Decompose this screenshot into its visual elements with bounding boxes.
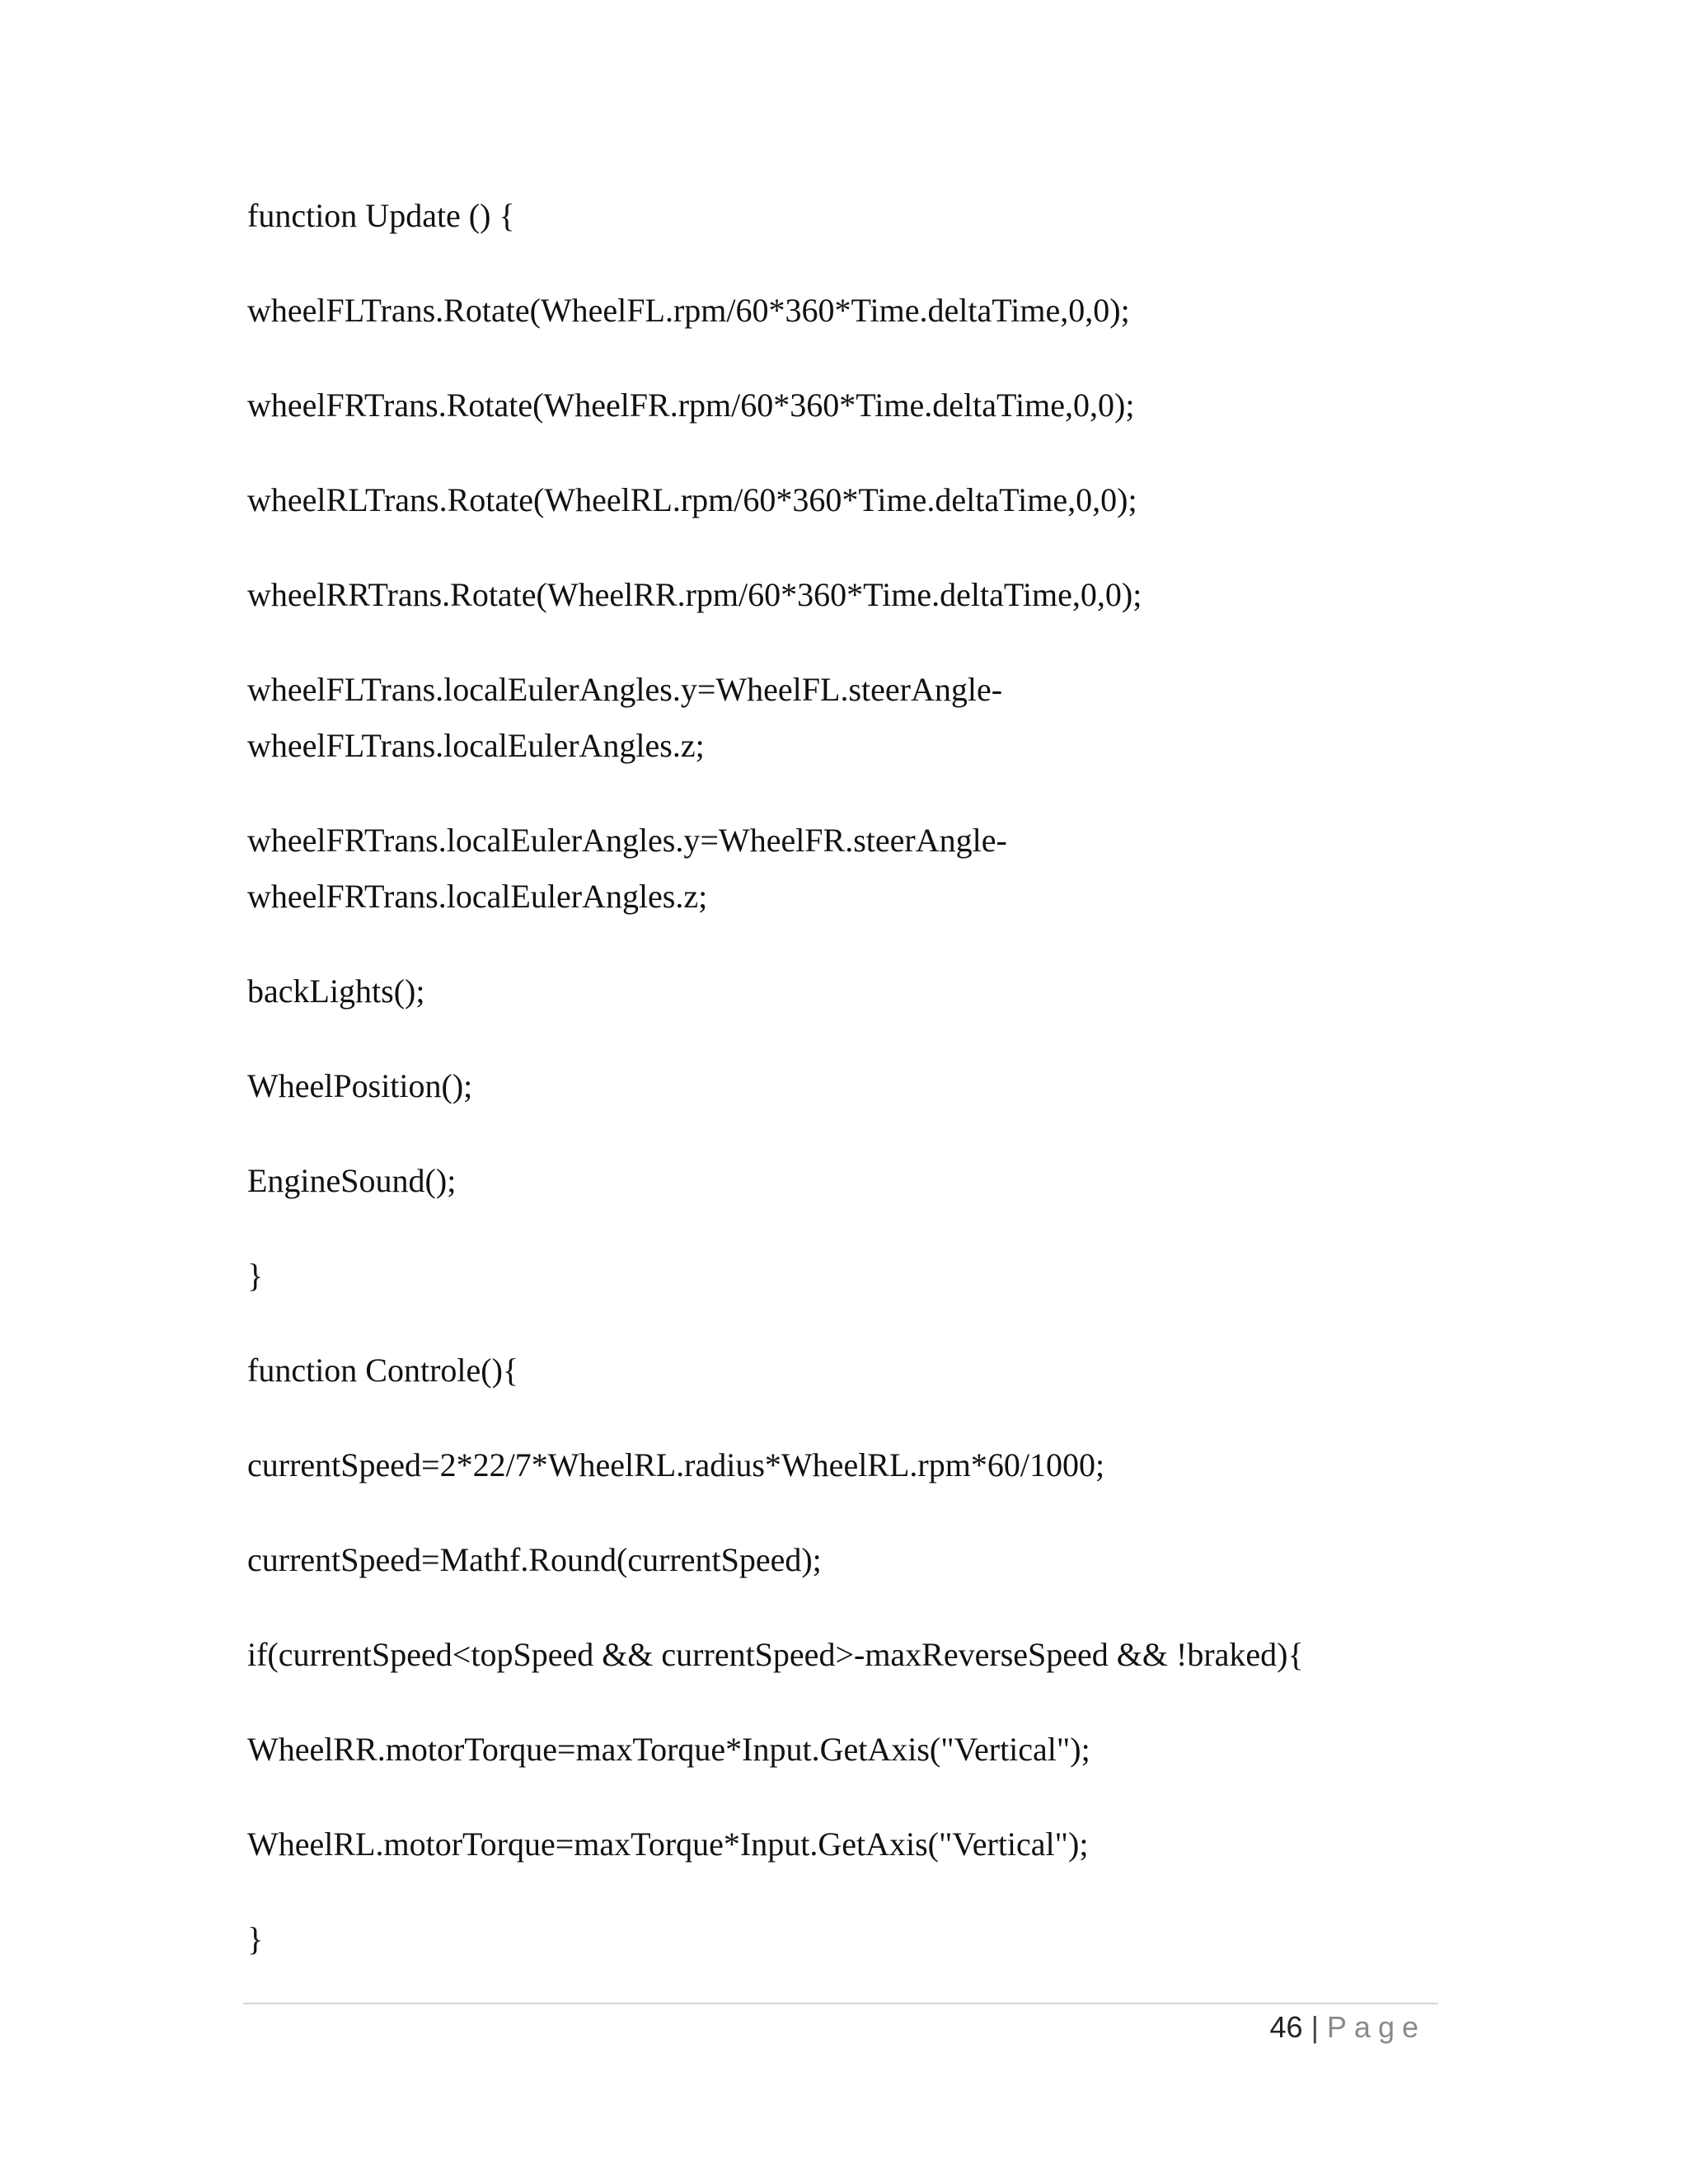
code-line: if(currentSpeed<topSpeed && currentSpeed>-maxReverseSpeed && !braked){: [247, 1636, 1304, 1673]
page-number: 46: [1269, 2010, 1303, 2044]
code-line: function Update () {: [247, 197, 515, 234]
code-line: wheelRLTrans.Rotate(WheelRL.rpm/60*360*Time.deltaTime,0,0);: [247, 481, 1137, 518]
code-line: wheelFLTrans.localEulerAngles.y=WheelFL.steerAngle-wheelFLTrans.localEulerAngles.z;: [247, 671, 1003, 764]
code-line: WheelRR.motorTorque=maxTorque*Input.GetAxis("Vertical");: [247, 1731, 1090, 1768]
code-line: EngineSound();: [247, 1162, 457, 1199]
code-line: backLights();: [247, 972, 425, 1010]
code-line: }: [247, 1920, 264, 1957]
code-line: function Controle(){: [247, 1352, 519, 1389]
footer-separator: |: [1311, 2010, 1319, 2044]
page-footer: [1270, 2006, 1426, 2049]
code-line: currentSpeed=2*22/7*WheelRL.radius*WheelRL.rpm*60/1000;: [247, 1446, 1105, 1483]
code-line: WheelPosition();: [247, 1067, 473, 1104]
code-line: wheelFLTrans.Rotate(WheelFL.rpm/60*360*Time.deltaTime,0,0);: [247, 292, 1130, 329]
code-line: wheelFRTrans.localEulerAngles.y=WheelFR.steerAngle-wheelFRTrans.localEulerAngles.z;: [247, 822, 1007, 915]
code-line: currentSpeed=Mathf.Round(currentSpeed);: [247, 1541, 822, 1578]
page-label: Page: [1326, 2010, 1426, 2044]
code-line: WheelRL.motorTorque=maxTorque*Input.GetAxis("Vertical");: [247, 1825, 1089, 1863]
code-line: wheelRRTrans.Rotate(WheelRR.rpm/60*360*Time.deltaTime,0,0);: [247, 576, 1142, 613]
code-line: wheelFRTrans.Rotate(WheelFR.rpm/60*360*Time.deltaTime,0,0);: [247, 387, 1135, 424]
code-line: }: [247, 1257, 264, 1294]
footer-divider: [243, 2003, 1438, 2004]
code-listing: [247, 188, 1451, 2006]
